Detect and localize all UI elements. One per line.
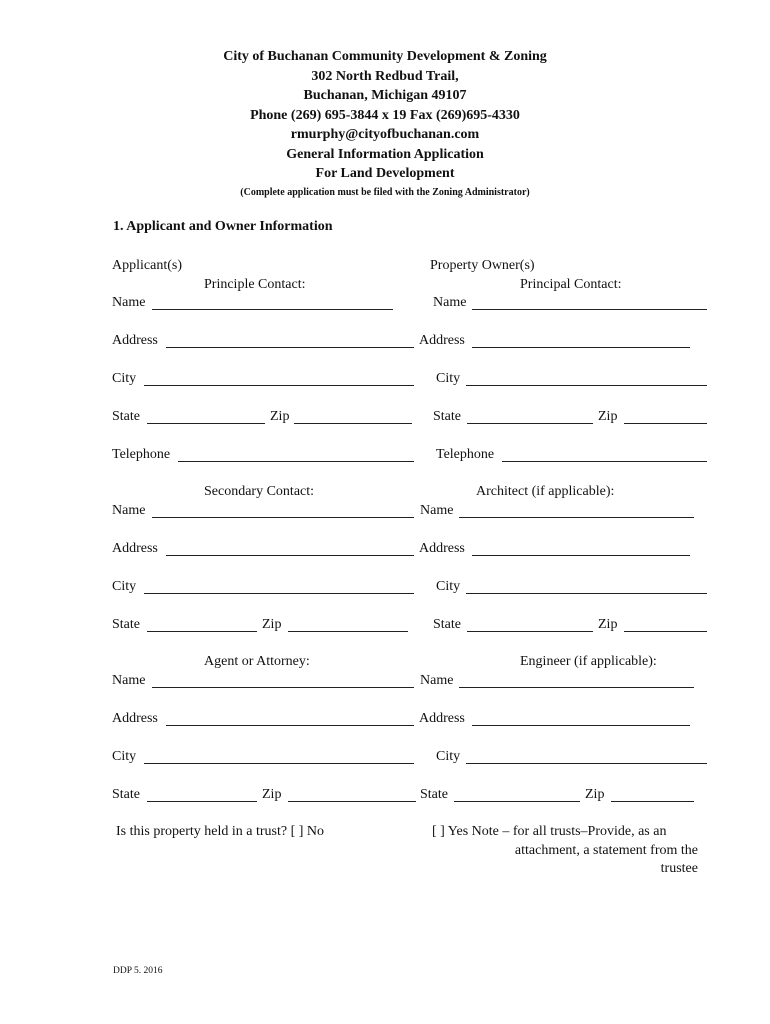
applicant-secondary-name-field[interactable] — [152, 517, 414, 518]
architect-state-field[interactable] — [467, 631, 593, 632]
architect-address-field[interactable] — [472, 555, 690, 556]
name-label: Name — [420, 673, 454, 688]
name-label: Name — [420, 503, 454, 518]
form-subtitle: For Land Development — [315, 166, 455, 181]
applicant-secondary-address-field[interactable] — [166, 555, 414, 556]
state-label: State — [433, 617, 461, 632]
applicants-heading: Applicant(s) — [112, 258, 182, 273]
engineer-state-field[interactable] — [454, 801, 580, 802]
state-label: State — [112, 409, 140, 424]
applicant-principal-address-field[interactable] — [166, 347, 414, 348]
agent-address-field[interactable] — [166, 725, 414, 726]
name-label: Name — [433, 295, 467, 310]
trust-yes-note[interactable]: [ ] Yes Note – for all trusts–Provide, as an — [432, 824, 667, 839]
applicant-principal-state-field[interactable] — [147, 423, 265, 424]
applicant-secondary-city-field[interactable] — [144, 593, 414, 594]
principal-contact-heading: Principal Contact: — [520, 277, 622, 292]
header-email: rmurphy@cityofbuchanan.com — [290, 127, 480, 142]
section-title: 1. Applicant and Owner Information — [113, 219, 333, 234]
engineer-zip-field[interactable] — [611, 801, 694, 802]
architect-city-field[interactable] — [466, 593, 707, 594]
engineer-city-field[interactable] — [466, 763, 707, 764]
trust-note-line3: trustee — [660, 861, 698, 876]
owner-principal-telephone-field[interactable] — [502, 461, 707, 462]
engineer-address-field[interactable] — [472, 725, 690, 726]
agent-zip-field[interactable] — [288, 801, 416, 802]
zip-label: Zip — [598, 409, 618, 424]
zip-label: Zip — [585, 787, 605, 802]
owner-principal-name-field[interactable] — [472, 309, 707, 310]
zip-label: Zip — [270, 409, 290, 424]
city-label: City — [112, 749, 137, 764]
city-label: City — [112, 579, 137, 594]
owner-principal-zip-field[interactable] — [624, 423, 707, 424]
city-label: City — [436, 749, 461, 764]
header-street: 302 North Redbud Trail, — [311, 68, 459, 84]
city-label: City — [436, 579, 461, 594]
state-label: State — [112, 787, 140, 802]
architect-name-field[interactable] — [459, 517, 694, 518]
address-label: Address — [112, 541, 158, 556]
agent-city-field[interactable] — [144, 763, 414, 764]
state-label: State — [112, 617, 140, 632]
name-label: Name — [112, 295, 146, 310]
telephone-label: Telephone — [112, 447, 171, 462]
principle-contact-heading: Principle Contact: — [204, 277, 306, 292]
applicant-principal-telephone-field[interactable] — [178, 461, 414, 462]
owner-principal-state-field[interactable] — [467, 423, 593, 424]
state-label: State — [420, 787, 448, 802]
header — [0, 47, 770, 202]
owner-principal-address-field[interactable] — [472, 347, 690, 348]
property-owners-heading: Property Owner(s) — [430, 258, 535, 273]
secondary-contact-heading: Secondary Contact: — [204, 484, 315, 499]
trust-note-line2: attachment, a statement from the — [514, 843, 698, 858]
applicant-principal-zip-field[interactable] — [294, 423, 412, 424]
city-label: City — [112, 371, 137, 386]
address-label: Address — [112, 333, 158, 348]
filing-note: (Complete application must be filed with the Zoning Administrator) — [240, 186, 530, 198]
trust-question-no[interactable]: Is this property held in a trust? [ ] No — [116, 824, 325, 839]
architect-zip-field[interactable] — [624, 631, 707, 632]
header-city: Buchanan, Michigan 49107 — [303, 88, 467, 103]
form-title: General Information Application — [286, 146, 484, 162]
engineer-heading: Engineer (if applicable): — [520, 654, 657, 669]
name-label: Name — [112, 673, 146, 688]
form-code: DDP 5. 2016 — [113, 966, 163, 976]
agent-state-field[interactable] — [147, 801, 257, 802]
address-label: Address — [419, 541, 465, 556]
applicant-principal-name-field[interactable] — [152, 309, 393, 310]
zip-label: Zip — [598, 617, 618, 632]
city-label: City — [436, 371, 461, 386]
engineer-name-field[interactable] — [459, 687, 694, 688]
state-label: State — [433, 409, 461, 424]
address-label: Address — [112, 711, 158, 726]
telephone-label: Telephone — [436, 447, 495, 462]
zip-label: Zip — [262, 617, 282, 632]
address-label: Address — [419, 333, 465, 348]
zip-label: Zip — [262, 787, 282, 802]
address-label: Address — [419, 711, 465, 726]
applicant-secondary-zip-field[interactable] — [288, 631, 408, 632]
architect-heading: Architect (if applicable): — [476, 484, 615, 499]
agent-heading: Agent or Attorney: — [204, 654, 310, 669]
applicant-principal-city-field[interactable] — [144, 385, 414, 386]
owner-principal-city-field[interactable] — [466, 385, 707, 386]
agent-name-field[interactable] — [152, 687, 414, 688]
header-org: City of Buchanan Community Development & Zoning — [223, 49, 547, 64]
applicant-secondary-state-field[interactable] — [147, 631, 257, 632]
name-label: Name — [112, 503, 146, 518]
header-phone-fax: Phone (269) 695-3844 x 19 Fax (269)695-4330 — [250, 107, 520, 123]
